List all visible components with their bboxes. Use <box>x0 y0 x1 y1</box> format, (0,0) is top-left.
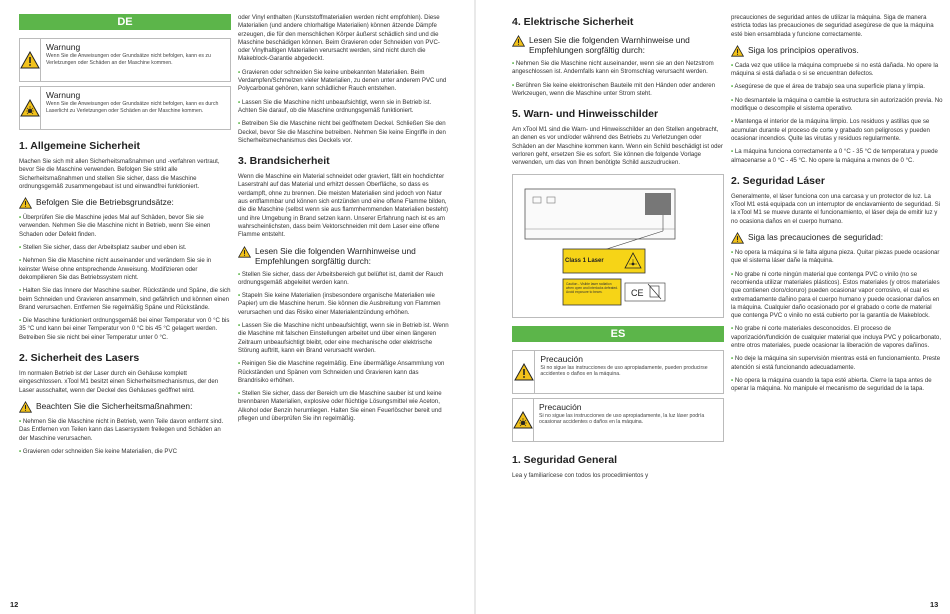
list-item: • Überprüfen Sie die Maschine jedes Mal auf Schäden, bevor Sie sie verwenden. Nehmen Sie die Maschine nicht in Betrieb, wenn Sie einen Schaden oder Defekt finden. <box>19 214 211 238</box>
warning-title: Warnung <box>46 90 81 100</box>
section-title-electrical-safety: 4. Elektrische Sicherheit <box>512 16 634 28</box>
warning-box-laser <box>19 86 231 130</box>
list-item: • Betreiben Sie die Maschine nicht bei geöffnetem Deckel. Schließen Sie den Deckel, bevor Sie die Maschine betreiben. Nehmen Sie keine Eingriffe in den Sicherheitsmechanismus des Deckels vor. <box>238 120 446 144</box>
section-title-general-safety: 1. Allgemeine Sicherheit <box>19 140 140 152</box>
subheading-text: Siga los principios operativos. <box>748 44 859 55</box>
warning-triangle-icon <box>238 246 251 258</box>
section-intro: Machen Sie sich mit allen Sicherheitsmaßnahmen und -verfahren vertraut, bevor Sie die Maschine verwenden. Befolgen Sie strikt alle Sicherheitsmaßnahmen und stellen Sie sicher, dass die Maschine ordnungsgemäß zusammengebaut ist und einwandfrei funktioniert. <box>19 158 220 190</box>
page-number-left: 12 <box>10 600 19 609</box>
caution-text: Si no sigue las instrucciones de uso apropiadamente, pueden producirse accidentes o daños en la máquina. <box>540 364 708 378</box>
warning-text: Wenn Sie die Anweisungen oder Grundsätze nicht befolgen, kann es zu Verletzungen oder Schäden an der Maschine kommen. <box>46 53 211 66</box>
warning-text: Wenn Sie die Anweisungen oder Grundsätze nicht befolgen, kann es durch Laserlicht zu Verletzungen oder Schäden an der Maschine kommen. <box>46 101 219 114</box>
list-item: • Die Maschine funktioniert ordnungsgemäß bei einer Temperatur von 0 °C bis 35 °C und kann bei einer Temperatur von 0 °C bis 45 °C gelagert werden. Betreiben Sie sie nicht bei einer Temperatur unter 0 °C. <box>19 317 230 341</box>
subheading-text: Beachten Sie die Sicherheitsmaßnahmen: <box>36 400 193 411</box>
machine-label-diagram <box>512 174 724 318</box>
list-item: • Asegúrese de que el área de trabajo sea una superficie plana y limpia. <box>731 83 925 91</box>
list-item: • Lassen Sie die Maschine nicht unbeaufsichtigt, wenn sie in Betrieb ist. Wenn die Maschine mit falschen Einstellungen arbeitet und über einen längeren Zeitraum unbeaufsichtigt bleibt, oder eine mechanische oder elektrische Störung auftritt, kann ein Brand verursacht werden. <box>238 322 449 354</box>
list-item: • Lassen Sie die Maschine nicht unbeaufsichtigt, wenn sie in Betrieb ist. Achten Sie darauf, ob die Maschine ordnungsgemäß funktioniert. <box>238 98 432 114</box>
section-intro: Wenn die Maschine ein Material schneidet oder graviert, fällt ein hochdichter Laserstrahl auf das Material und erhitzt dessen Oberfläche, so dass es verdampft, ohne zu brennen. Die meisten Materialien sind jedoch von Natur aus entflammbar und können sich entzünden und eine offene Flamme bilden, die die Maschine (selbst wenn sie aus flammhemmenden Materialien besteht) und ihre Umgebung in Brand setzen kann. Unserer Erfahrung nach ist es am wahrscheinlichsten, dass beim Vektorschneiden mit dem Laser eine offene Flamme entsteht. <box>238 173 448 239</box>
list-item: • Mantenga el interior de la máquina limpio. Los residuos y astillas que se acumulan durante el proceso de corte y grabado son peligrosos y pueden ocasionar incendios. Quite las virutas y residuos regularmente. <box>731 118 930 142</box>
svg-text:CE: CE <box>631 287 644 298</box>
column-3 <box>512 14 724 485</box>
list-item: • La máquina funciona correctamente a 0 °C - 35 °C de temperatura y puede almacenarse a 0 °C - 45 °C. No opere la máquina a menos de 0 °C. <box>731 148 938 164</box>
caution-title: Precaución <box>539 401 582 412</box>
caution-text: Si no sigue las instrucciones de uso apropiadamente, la luz láser podría ocasionar accidentes o daños en la máquina. <box>539 412 705 426</box>
list-item: • Stellen Sie sicher, dass der Bereich um die Maschine sauber ist und keine brennbaren Materialien, explosive oder flüchtige Lösungsmittel wie Aceton, Alkohol oder Benzin herumliegen. Halten Sie einen Feuerlöscher bereit und pflegen und überprüfen Sie ihn regelmäßig. <box>238 390 442 422</box>
list-item: • Stapeln Sie keine Materialien (insbesondere organische Materialien wie Papier) um die Maschine herum. Sie können die Ausbreitung von Flammen verursachen und das Risiko einer Materialentzündung erhöhen. <box>238 292 441 316</box>
list-item: • Cada vez que utilice la máquina compruebe si no está dañada. No opere la máquina si está dañada o si se encuentran defectos. <box>731 61 939 78</box>
column-1 <box>19 14 231 461</box>
list-item: • Nehmen Sie die Maschine nicht auseinander, wenn sie an den Netzstrom angeschlossen ist. Andernfalls kann ein Stromschlag verursacht werden. <box>512 60 714 76</box>
list-item: • No desmantele la máquina o cambie la estructura sin autorización previa. No modifique o descompile el sistema operativo. <box>731 96 943 113</box>
subheading-text: Befolgen Sie die Betriebsgrundsätze: <box>36 197 174 208</box>
section-title-seguridad-laser: 2. Seguridad Láser <box>731 174 825 187</box>
subheading-text: Lesen Sie die folgenden Warnhinweise und Empfehlungen sorgfältig durch: <box>255 245 416 266</box>
warning-triangle-icon <box>513 351 535 393</box>
list-item: • No grabe ni corte materiales desconocidos. El proceso de vaporización/fundición de cualquier material que incluya PVC y policarbonato, entre otros materiales, puede ocasionar la liberación de vapores dañinos. <box>731 325 942 350</box>
section-title-laser-safety: 2. Sicherheit des Lasers <box>19 352 140 365</box>
subheading-text: Lesen Sie die folgenden Warnhinweise und Empfehlungen sorgfältig durch: <box>529 35 690 55</box>
section-intro: Am xTool M1 sind die Warn- und Hinweisschilder an den Stellen angebracht, an denen es vor und/oder während des Betriebs zu Verletzungen oder Schäden an der Maschine kommen kann. Wenn ein Schild beschädigt ist oder verloren geht, ersetzen Sie es sofort. Sie können die folgende Vorlage verwenden, um das von Ihnen benötigte Schild auszudrucken. <box>512 126 723 167</box>
list-item: • No opera la máquina cuando la tapa esté abierta. Cierre la tapa antes de operar la máquina. No manipule el mecanismo de seguridad de la tapa. <box>731 376 932 393</box>
subheading-principios <box>731 45 943 57</box>
paragraph-continuation: oder Vinyl enthalten (Kunststoffmaterialien werden nicht empfohlen). Diese Materialien (und andere chlorhaltige Materialien) können ätzende Dämpfe erzeugen, die für den menschlichen Körper äußerst schädlich sind und die Maschine beschädigen können. Beim Gravieren oder Schneiden von PVC- oder Vinylhaltigen Materialien verursacht werden, sind nicht durch die Makeblock-Garantie abgedeckt. <box>238 14 440 63</box>
page-gutter <box>474 0 476 614</box>
language-header-de: DE <box>19 14 231 30</box>
list-item: • No deje la máquina sin supervisión mientras está en funcionamiento. Preste atención si está funcionando adecuadamente. <box>731 355 941 371</box>
caution-box-general <box>512 350 724 394</box>
list-item: • Gravieren oder schneiden Sie keine Materialien, die PVC <box>19 447 177 455</box>
warning-triangle-icon <box>512 35 525 47</box>
warning-title: Warnung <box>46 42 81 52</box>
column-4 <box>731 14 943 399</box>
class-1-laser-label: Class 1 Laser <box>565 257 604 264</box>
list-item: • Nehmen Sie die Maschine nicht auseinander und verändern Sie sie in keinster Weise ohne entsprechende Anweisung. Modifizieren oder dekompilieren Sie das Betriebssystem nicht. <box>19 257 212 281</box>
caution-title: Precaución <box>540 353 583 364</box>
warning-triangle-icon <box>20 39 41 81</box>
section-title-fire-safety: 3. Brandsicherheit <box>238 155 330 168</box>
section-intro: Lea y familiarícese con todos los procedimientos y <box>512 471 649 479</box>
list-item: • Stellen Sie sicher, dass der Arbeitsbereich gut belüftet ist, damit der Rauch ordnungsgemäß abgeleitet werden kann. <box>238 270 444 286</box>
list-item: • Halten Sie das Innere der Maschine sauber. Rückstände und Späne, die sich beim Schneiden und Gravieren ansammeln, sind gefährlich und können einen Brand verursachen. Entfernen Sie regelmäßig Späne und Rückstände. <box>19 287 231 311</box>
page-number-right: 13 <box>930 600 939 609</box>
section-intro: Generalmente, el láser funciona con una carcasa y un protector de luz. La xTool M1 está equipada con un interruptor de enclavamiento de seguridad. Si la xTool M1 se mueve durante el funcionamiento, el láser deja de emitir luz y no ocasiona daños en el cuerpo humano. <box>731 192 941 225</box>
column-2 <box>238 14 450 428</box>
list-item: • Nehmen Sie die Maschine nicht in Betrieb, wenn Teile davon entfernt sind. Das Entfernen von Teilen kann das Lasersystem freilegen und Schäden an der Maschine verursachen. <box>19 417 224 442</box>
warning-box-general <box>19 38 231 82</box>
list-item: • No grabe ni corte ningún material que contenga PVC o vinilo (no se recomienda utilizar materiales plásticos). Estos materiales (y otros materiales que contienen cloro/cloruro) pueden ocasionar vapor corrosivo, el cual es extremadamente dañino para el cuerpo humano y puede ocasionar daños en la máquina. Cualquier daño ocasionado por el grabado o corte de material que contenga PVC o vinilo no está cubierto por la garantía de Makeblock. <box>731 270 940 320</box>
section-title-warning-labels: 5. Warn- und Hinweisschilder <box>512 108 659 121</box>
subheading-electrical-warnings <box>512 35 724 55</box>
warning-triangle-icon <box>731 45 744 57</box>
paragraph-continuation: precauciones de seguridad antes de utilizar la máquina. Siga de manera estricta todas las precauciones de seguridad asegúrese de que la máquina esté bien ensamblada y funcione correctamente. <box>731 14 934 38</box>
list-item: • Stellen Sie sicher, dass der Arbeitsplatz sauber und eben ist. <box>19 244 187 252</box>
laser-hazard-icon <box>513 399 534 441</box>
subheading-text: Siga las precauciones de seguridad: <box>748 232 884 243</box>
list-item: • No opera la máquina si le falta alguna pieza. Quitar piezas puede ocasionar que el sistema láser dañe la máquina. <box>731 249 940 265</box>
language-header-es: ES <box>512 326 724 342</box>
list-item: • Reinigen Sie die Maschine regelmäßig. Eine übermäßige Ansammlung von Rückständen und Spänen vom Schneiden und Gravieren kann das Brandrisiko erhöhen. <box>238 360 445 384</box>
list-item: • Berühren Sie keine elektronischen Bauteile mit den Händen oder anderen Werkzeugen, wenn die Maschine unter Strom steht. <box>512 81 716 97</box>
warning-triangle-icon <box>19 197 32 209</box>
laser-hazard-icon <box>20 87 41 129</box>
section-intro: Im normalen Betrieb ist der Laser durch ein Gehäuse komplett eingeschlossen. xTool M1 besitzt einen Sicherheitsmechanismus, der den Laser ausschaltet, wenn der Deckel des Gehäuses geöffnet wird. <box>19 370 219 394</box>
warning-triangle-icon <box>19 401 32 413</box>
warning-triangle-icon <box>731 232 744 244</box>
subheading-safety-measures <box>19 401 231 413</box>
caution-label-text: Caution - Visible laser radiation when open and interlocks defeated. Avoid exposure to beam. <box>566 281 619 295</box>
subheading-operating-principles <box>19 197 231 209</box>
subheading-precauciones <box>731 232 943 244</box>
section-title-seguridad-general: 1. Seguridad General <box>512 453 618 466</box>
caution-box-laser <box>512 398 724 442</box>
list-item: • Gravieren oder schneiden Sie keine unbekannten Materialien. Beim Verdampfen/Schmelzen vieler Materialien, zu denen unter anderem PVC und Polycarbonat gehören, kann schädlicher Rauch entstehen. <box>238 68 447 93</box>
subheading-fire-warnings <box>238 246 450 266</box>
